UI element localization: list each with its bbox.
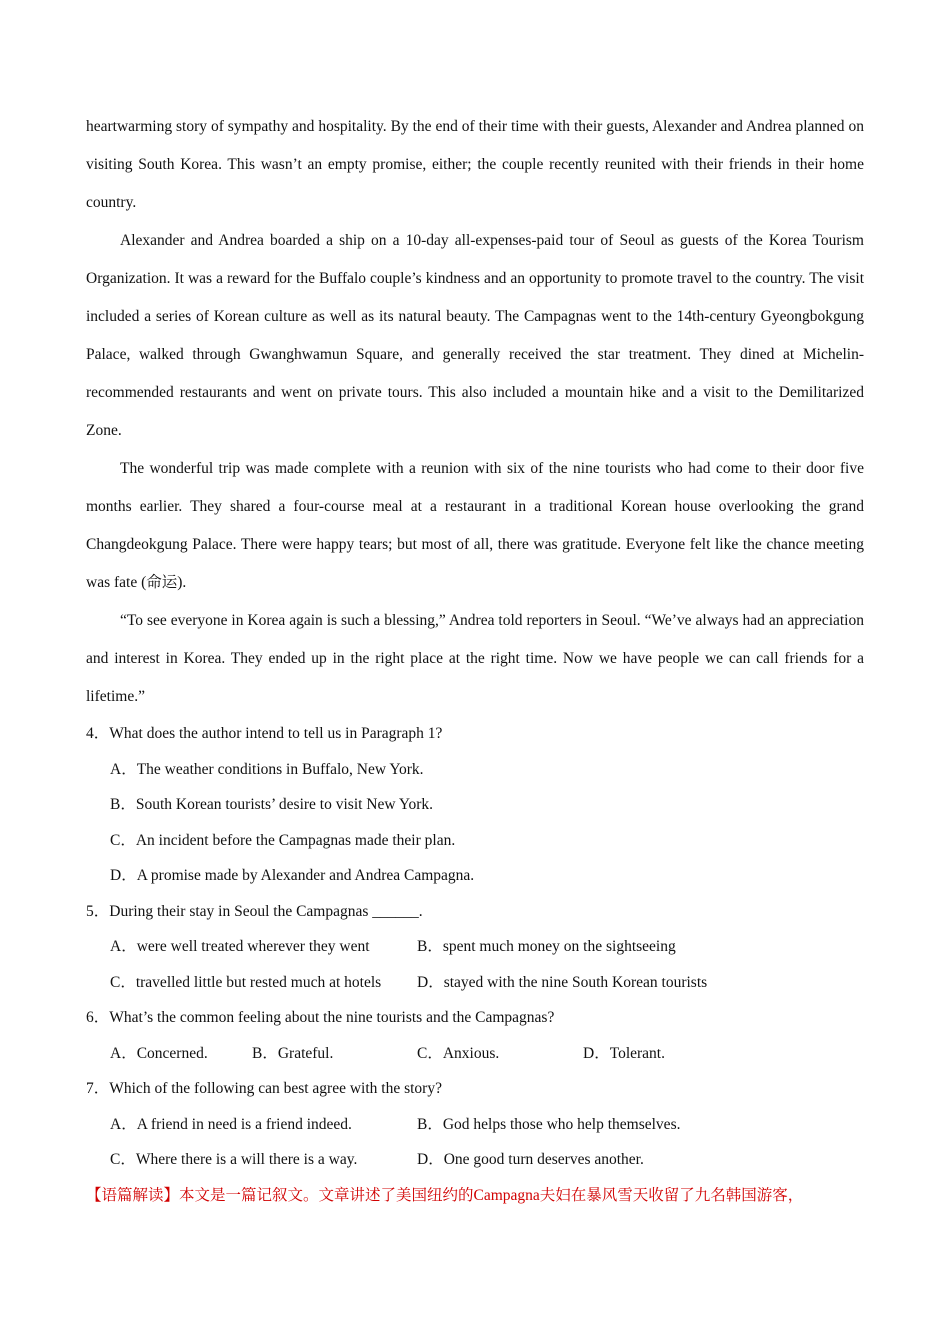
question-stem: 6．What’s the common feeling about the nine tourists and the Campagnas? (86, 1009, 555, 1026)
passage-paragraph-1: heartwarming story of sympathy and hospitality. By the end of their time with their guests, Alexander and Andrea planned on visiting South Korea. This wasn’t an empty promise, either; the couple recently reunited with their friends in their home country. (86, 118, 864, 211)
option-b[interactable]: B．South Korean tourists’ desire to visit New York. (110, 796, 434, 813)
question-stem: 7．Which of the following can best agree with the story? (86, 1080, 442, 1097)
option-a[interactable]: A．A friend in need is a friend indeed. (110, 1115, 352, 1133)
question-stem: 4．What does the author intend to tell us in Paragraph 1? (86, 725, 443, 742)
option-row (86, 752, 864, 788)
option-b[interactable]: B．Grateful. (252, 1044, 334, 1062)
option-a[interactable]: A．The weather conditions in Buffalo, New York. (110, 760, 424, 778)
passage-paragraph-2: Alexander and Andrea boarded a ship on a 10-day all-expenses-paid tour of Seoul as guests of the Korea Tourism Organization. It was a reward for the Buffalo couple’s kindness and an opportunity to promote travel to the country. The visit included a series of Korean culture as well as its natural beauty. The Campagnas went to the 14th-century Gyeongbokgung Palace, walked through Gwanghwamun Square, and generally received the star treatment. They dined at Michelin-recommended restaurants and went on private tours. This also included a mountain hike and a visit to the Demilitarized Zone. (86, 232, 864, 439)
passage-paragraph-4: “To see everyone in Korea again is such a blessing,” Andrea told reporters in Seoul. “We’ve always had an appreciation and interest in Korea. They ended up in the right place at the right time. Now we have people we can call friends for a lifetime.” (86, 612, 864, 705)
option-c[interactable]: C．An incident before the Campagnas made their plan. (110, 831, 456, 849)
option-a[interactable]: A．Concerned. (110, 1044, 208, 1062)
option-row (86, 1142, 864, 1178)
option-c[interactable]: C．Where there is a will there is a way. (110, 1151, 358, 1168)
document-page (86, 108, 864, 1213)
passage-paragraph-3: The wonderful trip was made complete with a reunion with six of the nine tourists who had come to their door five months earlier. They shared a four-course meal at a restaurant in a traditional Korean house overlooking the grand Changdeokgung Palace. There were happy tears; but most of all, there was gratitude. Everyone felt like the chance meeting was fate (命运). (86, 460, 864, 591)
option-row (86, 1036, 864, 1072)
question-stem: 5．During their stay in Seoul the Campagnas ______. (86, 902, 423, 920)
option-row (86, 1107, 864, 1143)
option-d[interactable]: D．stayed with the nine South Korean tourists (417, 973, 708, 991)
question-6 (86, 1000, 864, 1071)
option-b[interactable]: B．spent much money on the sightseeing (417, 938, 676, 955)
question-4 (86, 716, 864, 894)
option-a[interactable]: A．were well treated wherever they went (110, 938, 370, 955)
option-d[interactable]: D．One good turn deserves another. (417, 1151, 644, 1168)
option-d[interactable]: D．Tolerant. (583, 1044, 665, 1062)
question-5 (86, 894, 864, 1001)
option-row (86, 823, 864, 859)
option-row (86, 787, 864, 823)
option-d[interactable]: D．A promise made by Alexander and Andrea Campagna. (110, 867, 475, 884)
option-c[interactable]: C．Anxious. (417, 1044, 500, 1062)
option-row (86, 929, 864, 965)
option-row (86, 858, 864, 894)
option-c[interactable]: C．travelled little but rested much at hotels (110, 973, 382, 991)
option-b[interactable]: B．God helps those who help themselves. (417, 1115, 681, 1133)
option-row (86, 965, 864, 1001)
question-7 (86, 1071, 864, 1178)
passage-analysis: 【语篇解读】本文是一篇记叙文。文章讲述了美国纽约的Campagna夫妇在暴风雪天收留了九名韩国游客， (86, 1186, 804, 1204)
